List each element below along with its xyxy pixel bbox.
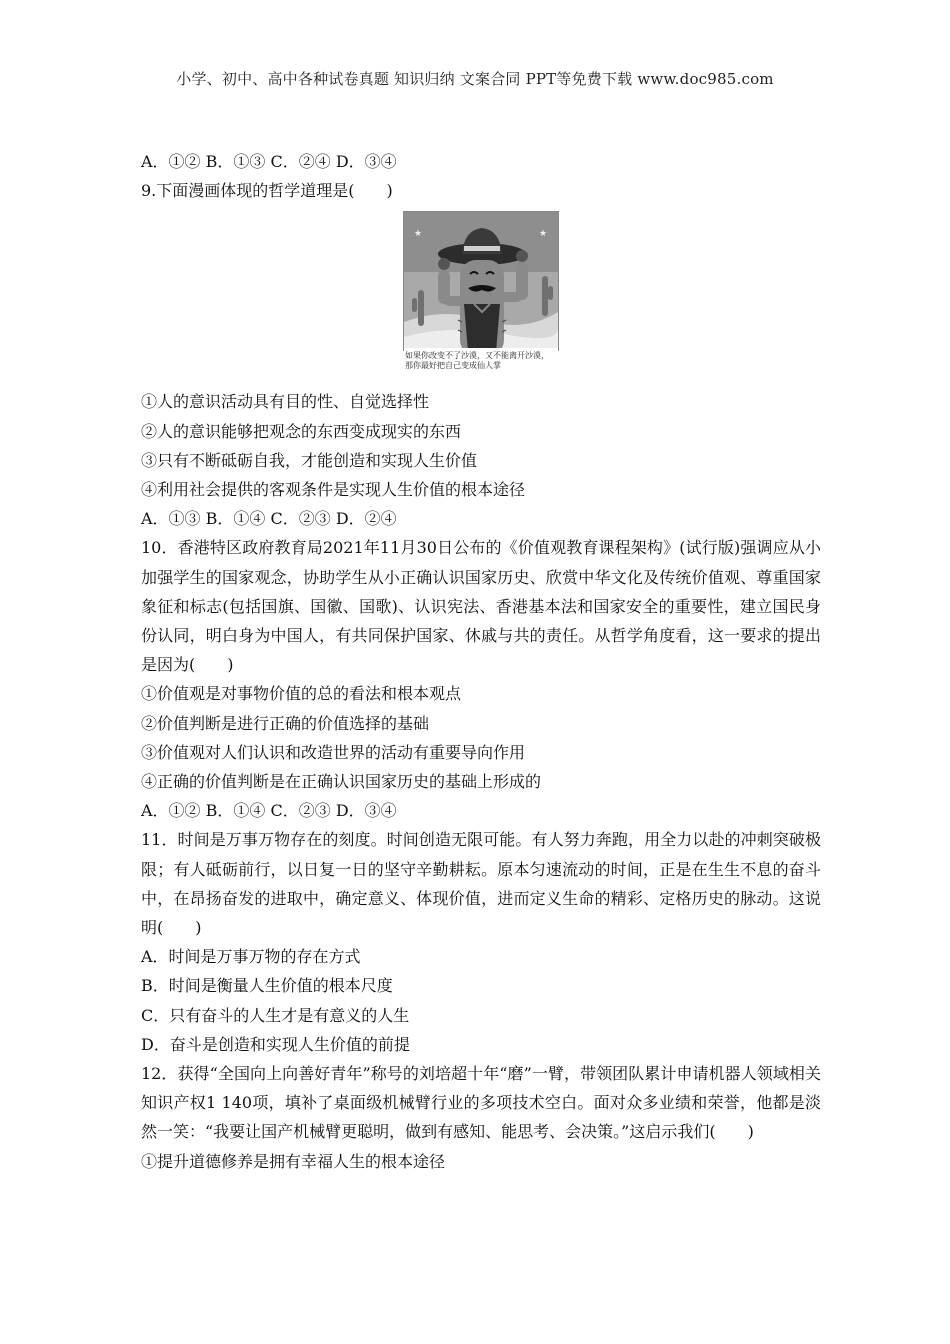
q11-option-a: A．时间是万事万物的存在方式 [141, 947, 361, 967]
svg-text:★: ★ [539, 229, 548, 240]
q10-statement-1: ①价值观是对事物价值的总的看法和根本观点 [141, 684, 462, 704]
q10-statement-2: ②价值判断是进行正确的价值选择的基础 [141, 713, 430, 733]
q9-statement-2: ②人的意识能够把观念的东西变成现实的东西 [141, 421, 462, 441]
q9-stem: 9.下面漫画体现的哲学道理是( ) [141, 181, 393, 201]
q10-statement-3: ③价值观对人们认识和改造世界的活动有重要导向作用 [141, 742, 526, 762]
q11-option-b: B．时间是衡量人生价值的根本尺度 [141, 976, 393, 996]
cactus-comic-image [403, 211, 559, 371]
q10-statement-4: ④正确的价值判断是在正确认识国家历史的基础上形成的 [141, 772, 542, 792]
q9-statement-4: ④利用社会提供的客观条件是实现人生价值的根本途径 [141, 480, 526, 500]
comic-caption-line-2: 那你最好把自己变成仙人掌 [405, 361, 501, 371]
q8-options: A．①② B．①③ C．②④ D．③④ [141, 152, 397, 171]
svg-text:★: ★ [414, 229, 423, 240]
q9-statement-3: ③只有不断砥砺自我，才能创造和实现人生价值 [141, 450, 478, 470]
page-header: 小学、初中、高中各种试卷真题 知识归纳 文案合同 PPT等免费下载 www.doc985.com [176, 70, 774, 88]
q10-stem: 10．香港特区政府教育局2021年11月30日公布的《价值观教育课程架构》(试行版)强调应从小加强学生的国家观念，协助学生从小正确认识国家历史、欣赏中华文化及传统价值观、尊重国家象征和标志(包括国旗、国徽、国歌)、认识宪法、香港基本法和国家安全的重要性，建立国民身份认同，明白身为中国人，有共同保护国家、休戚与共的责任。从哲学角度看，这一要求的提出是因为( ) [141, 538, 821, 675]
q9-figure [141, 211, 821, 383]
q9-statement-1: ①人的意识活动具有目的性、自觉选择性 [141, 392, 430, 412]
q11-option-c: C．只有奋斗的人生才是有意义的人生 [141, 1005, 410, 1025]
q12-stem: 12．获得“全国向上向善好青年”称号的刘培超十年“磨”一臂，带领团队累计申请机器人领域相关知识产权1 140项，填补了桌面级机械臂行业的多项技术空白。面对众多业绩和荣誉，他都是淡然一笑：“我要让国产机械臂更聪明，做到有感知、能思考、会决策。”这启示我们( ) [141, 1064, 821, 1142]
comic-caption [403, 351, 559, 373]
cactus-cartoon-illustration [404, 212, 558, 370]
document-body [141, 147, 821, 1176]
q10-options: A．①② B．①④ C．②③ D．③④ [141, 801, 397, 821]
q11-stem: 11．时间是万事万物存在的刻度。时间创造无限可能。有人努力奔跑，用全力以赴的冲刺突破极限；有人砥砺前行，以日复一日的坚守辛勤耕耘。原本匀速流动的时间，正是在生生不息的奋斗中，在昂扬奋发的进取中，确定意义、体现价值，进而定义生命的精彩、定格历史的脉动。这说明( ) [141, 830, 821, 938]
comic-caption-line-1: 如果你改变不了沙漠，又不能离开沙漠， [405, 351, 549, 361]
q9-options: A．①③ B．①④ C．②③ D．②④ [141, 509, 397, 529]
q12-statement-1: ①提升道德修养是拥有幸福人生的根本途径 [141, 1151, 446, 1171]
q11-option-d: D．奋斗是创造和实现人生价值的前提 [141, 1034, 410, 1054]
